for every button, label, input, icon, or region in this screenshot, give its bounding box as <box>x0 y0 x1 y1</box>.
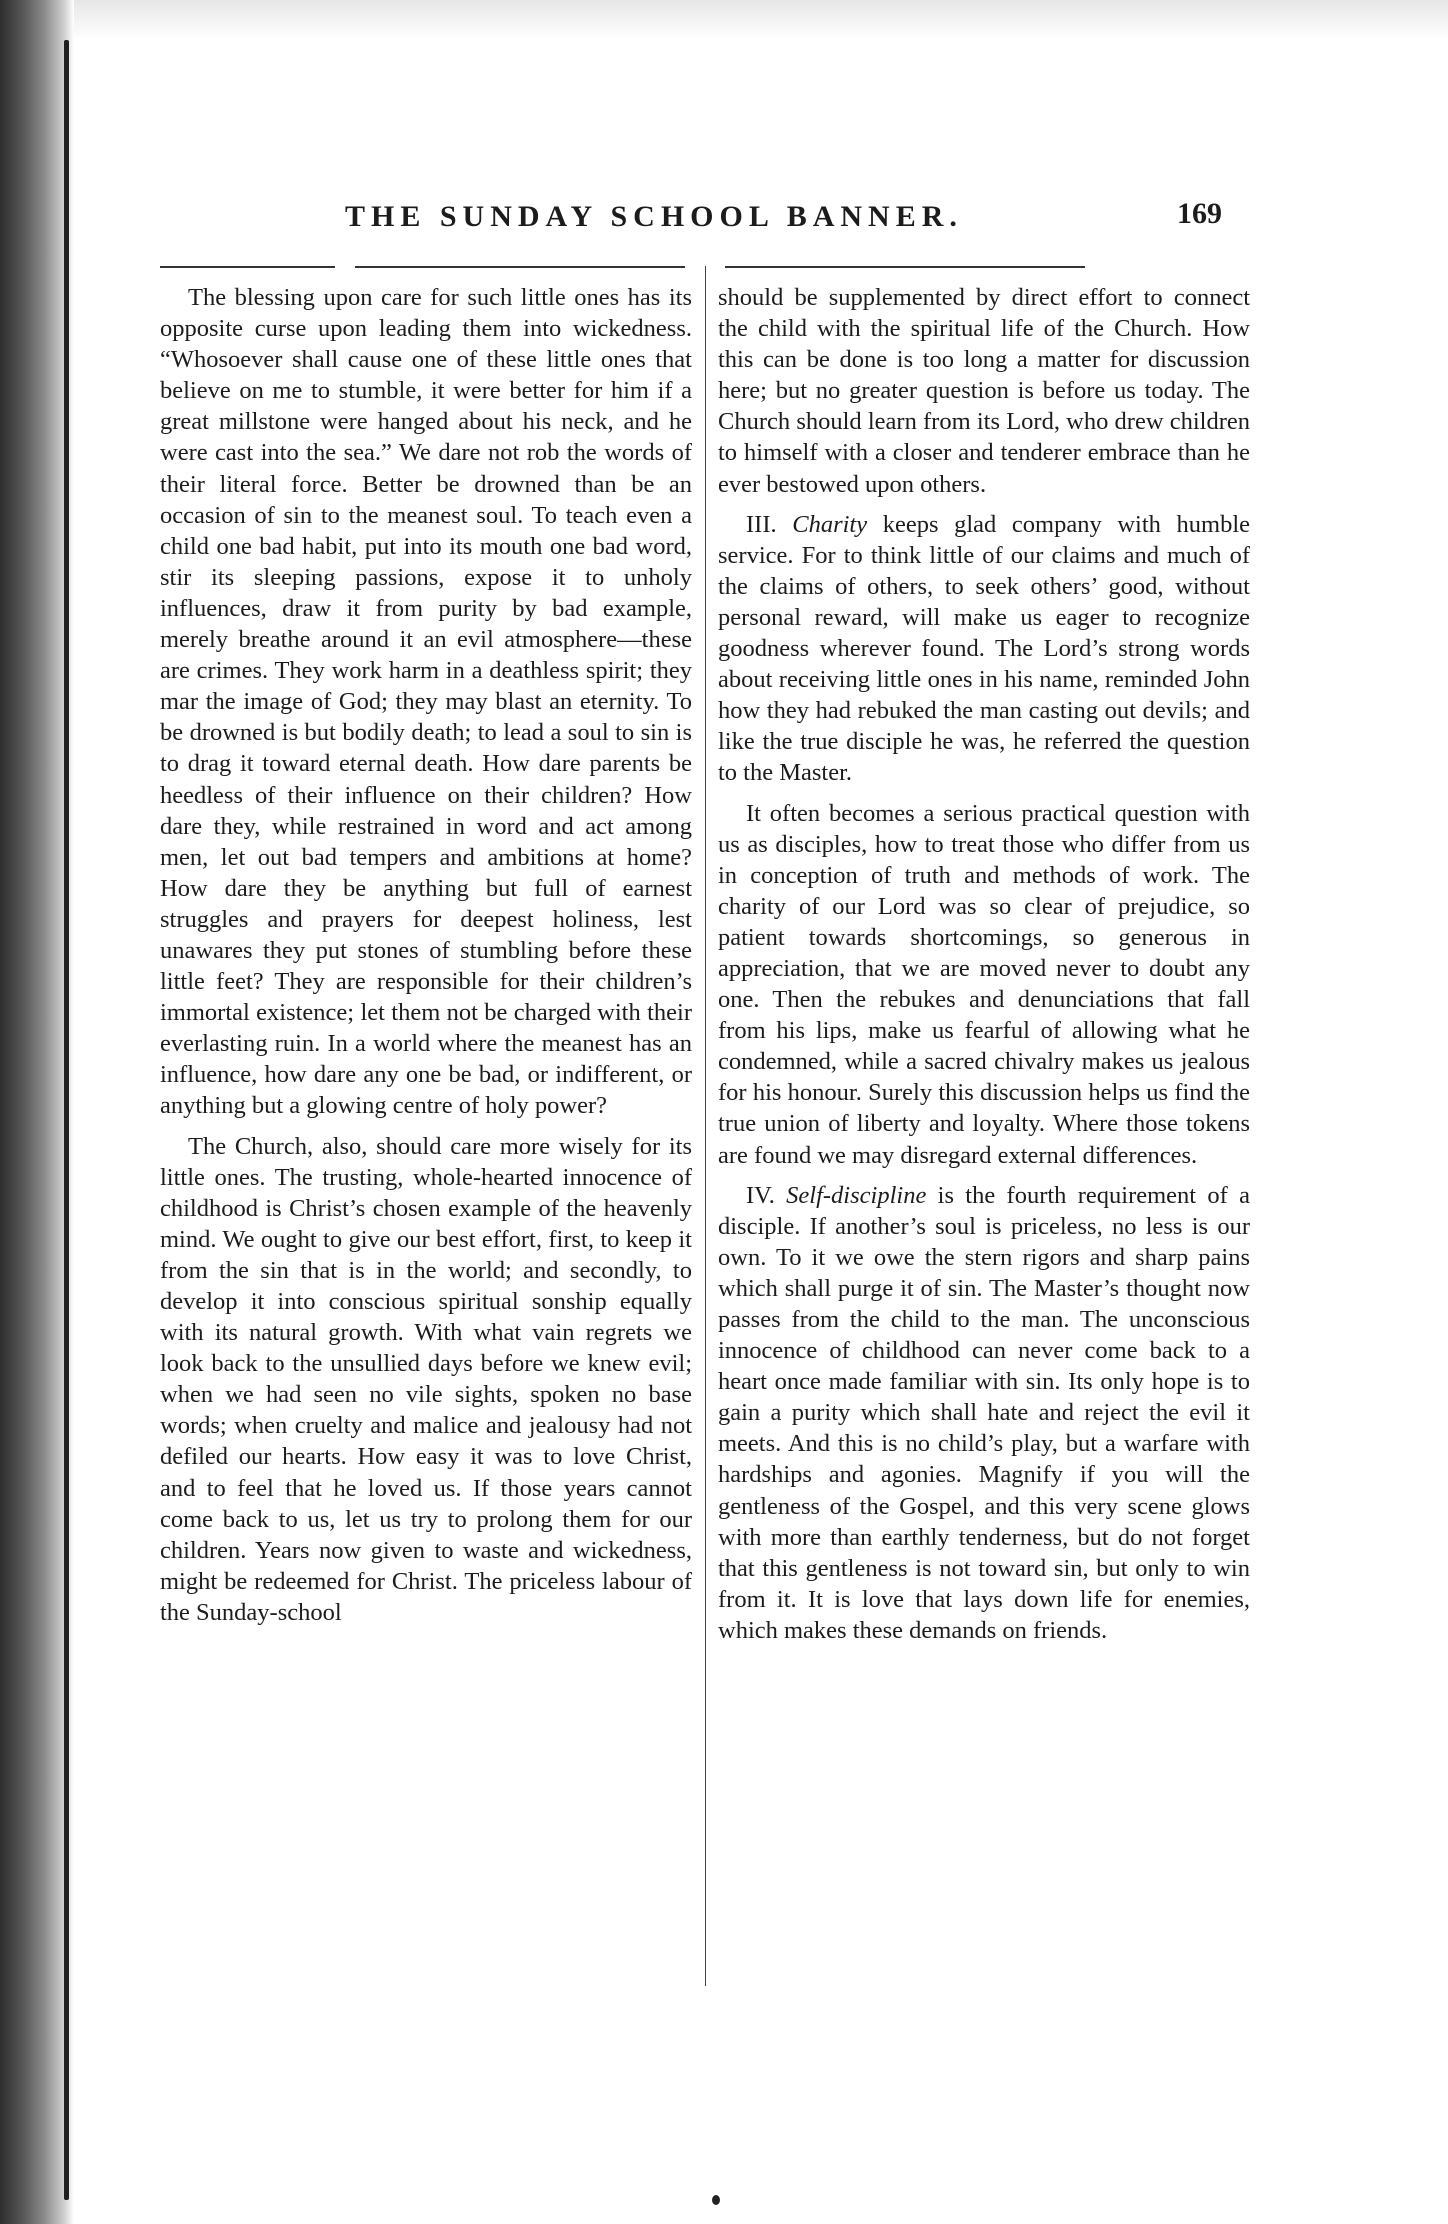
header-rule-left <box>160 266 335 268</box>
paragraph-self-discipline <box>718 1180 1250 1646</box>
column-divider <box>705 266 706 1986</box>
bottom-ink-dot <box>712 2195 720 2205</box>
gutter-line <box>64 40 69 2200</box>
paragraph-charity <box>718 509 1250 789</box>
book-page <box>160 180 1250 2060</box>
section-body: keeps glad company with humble service. For to think little of our claims and much of the claims of others, to seek others’ good, without personal reward, will make us eager to recognize goodness wherever found. The Lord’s strong words about receiving little ones in his name, reminded John how they had rebuked the man casting out devils; and like the true disciple he was, he referred the question to the Master. <box>718 510 1250 787</box>
running-title: THE SUNDAY SCHOOL BANNER. <box>345 200 963 233</box>
header-rule-center <box>355 266 685 268</box>
right-column <box>718 282 1250 2002</box>
paragraph-church: The Church, also, should care more wisely for its little ones. The trusting, whole-hearted innocence of childhood is Christ’s chosen example of the heavenly mind. We ought to give our best effort, first, to keep it from the sin that is in the world; and secondly, to develop it into conscious spiritual sonship equally with its natural growth. With what vain regrets we look back to the unsullied days before we knew evil; when we had seen no vile sights, spoken no base words; when cruelty and malice and jealousy had not defiled our hearts. How easy it was to love Christ, and to feel that he loved us. If those years cannot come back to us, let us try to prolong them for our children. Years now given to waste and wickedness, might be redeemed for Christ. The priceless labour of the Sunday-school <box>160 1132 692 1626</box>
section-numeral: IV. <box>746 1181 775 1209</box>
paragraph-blessing: The blessing upon care for such little ones has its opposite curse upon leading them into wickedness. “Whosoever shall cause one of these little ones that believe on me to stumble, it were better for him if a great millstone were hanged about his neck, and he were cast into the sea.” We dare not rob the words of their literal force. Better be drowned than be an occasion of sin to the meanest soul. To teach even a child one bad habit, put into its mouth one bad word, stir its sleeping passions, expose it to unholy influences, draw it from purity by bad example, merely breathe around it an evil atmosphere—these are crimes. They work harm in a deathless spirit; they mar the image of God; they may blast an eternity. To be drowned is but bodily death; to lead a soul to sin is to drag it toward eternal death. How dare parents be heedless of their influence on their children? How dare they, while restrained in word and act among men, let out bad tempers and ambitions at home? How dare they be anything but full of earnest struggles and prayers for deepest holiness, lest unawares they put stones of stumbling before these little feet? They are responsible for their children’s immortal existence; let them not be charged with their everlasting ruin. In a world where the meanest has an influence, how dare any one be bad, or indifferent, or anything but a glowing centre of holy power? <box>160 284 692 1120</box>
page-number: 169 <box>1177 197 1222 230</box>
header-rule-right <box>725 266 1085 268</box>
section-body: is the fourth requirement of a disciple. If another’s soul is priceless, no less is our own. To it we owe the stern rigors and sharp pains which shall purge it of sin. The Master’s thought now passes from the child to the man. The unconscious innocence of childhood can never come back to a heart once made familiar with sin. Its only hope is to gain a purity which shall hate and reject the evil it meets. And this is no child’s play, but a warfare with hardships and agonies. Magnify if you will the gentleness of the Gospel, and this very scene glows with more than earthly tenderness, but do not forget that this gentleness is not toward sin, but only to win from it. It is love that lays down life for enemies, which makes these demands on friends. <box>718 1181 1250 1644</box>
paragraph-disciples: It often becomes a serious practical question with us as disciples, how to treat those who differ from us in conception of truth and methods of work. The charity of our Lord was so clear of prejudice, so patient towards shortcomings, so generous in appreciation, that we are moved never to doubt any one. Then the rebukes and denunciations that fall from his lips, make us fearful of allowing what he condemned, while a sacred chivalry makes us jealous for his honour. Surely this discussion helps us find the true union of liberty and loyalty. Where those tokens are found we may disregard external differences. <box>718 799 1250 1169</box>
section-numeral: III. <box>746 510 777 538</box>
section-term: Charity <box>792 510 868 538</box>
section-term: Self-discipline <box>786 1181 927 1209</box>
page-header <box>160 192 1250 242</box>
left-column <box>160 282 692 2002</box>
top-edge-shadow <box>74 0 1448 40</box>
paragraph-continuation: should be supplemented by direct effort to connect the child with the spiritual life of the Church. How this can be done is too long a matter for discussion here; but no greater question is before us today. The Church should learn from its Lord, who drew children to himself with a closer and tenderer embrace than he ever bestowed upon others. <box>718 284 1250 498</box>
book-spine-shadow <box>0 0 74 2224</box>
